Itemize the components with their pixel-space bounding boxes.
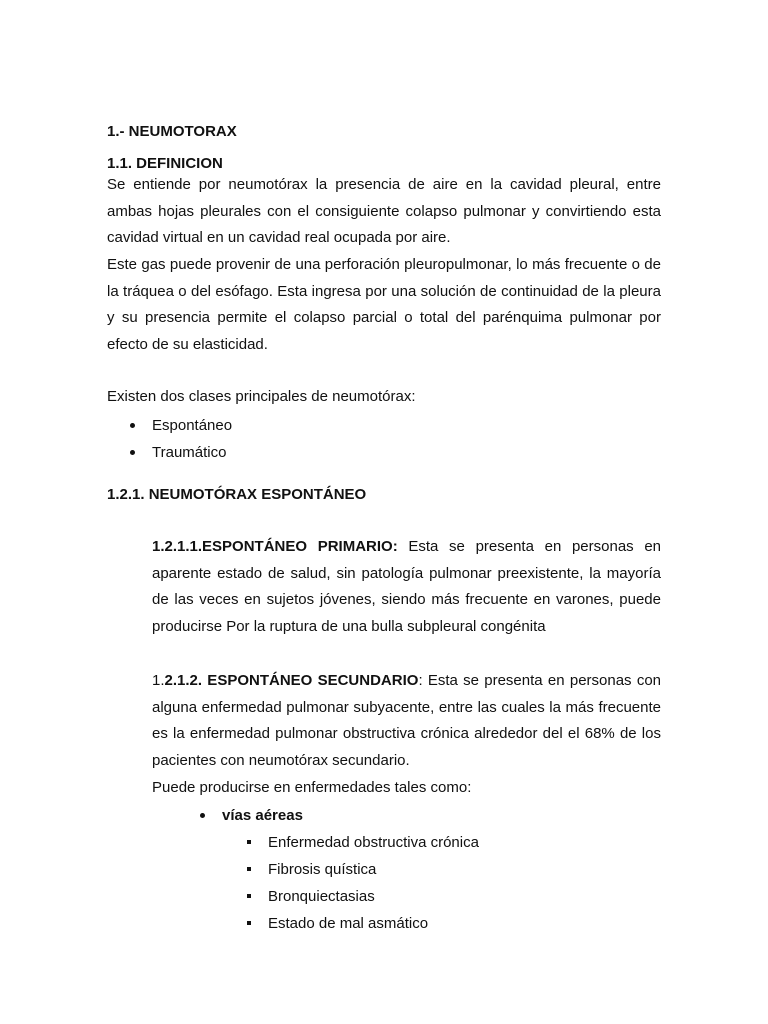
paragraph-espontaneo-secundario: 1.2.1.2. ESPONTÁNEO SECUNDARIO: Esta se presenta en personas con alguna enfermedad pulmonar subyacente, entre las cuales la más frecuente es la enfermedad pulmonar obstructiva crónica alrededor del el 68% de los pacientes con neumotórax secundario. — [152, 672, 662, 769]
paragraph-enfermedades-intro: Puede producirse en enfermedades tales como: — [152, 779, 472, 796]
airways-list — [222, 802, 303, 829]
section-heading-espontaneo: 1.2.1. NEUMOTÓRAX ESPONTÁNEO — [107, 486, 367, 503]
classes-list — [152, 412, 232, 466]
section-heading-definicion: 1.1. DEFINICION — [107, 155, 223, 172]
document-title: 1.- NEUMOTORAX — [107, 123, 237, 140]
bullet-icon — [130, 423, 135, 428]
list-item: Fibrosis quística — [268, 856, 479, 883]
bullet-icon — [130, 450, 135, 455]
bullet-icon — [200, 813, 205, 818]
list-item: Estado de mal asmático — [268, 910, 479, 937]
airways-diseases-list — [268, 829, 479, 937]
paragraph-definicion-1: Se entiende por neumotórax la presencia de aire en la cavidad pleural, entre ambas hojas pleurales con el consiguiente colapso pulmonar y convirtiendo esta cavidad virtual en un cavidad real ocupada por aire. — [107, 176, 661, 246]
list-item: Bronquiectasias — [268, 883, 479, 910]
subsection-label-primario: 1.2.1.1.ESPONTÁNEO PRIMARIO: — [152, 538, 398, 555]
square-bullet-icon — [247, 840, 251, 844]
list-item: Espontáneo — [152, 412, 232, 439]
list-item-airways: vías aéreas — [222, 802, 303, 829]
paragraph-espontaneo-primario: 1.2.1.1.ESPONTÁNEO PRIMARIO: Esta se presenta en personas en aparente estado de salud, sin patología pulmonar preexistente, la mayoría de las veces en sujetos jóvenes, siendo más frecuente en varones, puede producirse Por la ruptura de una bulla subpleural congénita — [152, 538, 662, 635]
paragraph-classes-intro: Existen dos clases principales de neumotórax: — [107, 388, 416, 405]
list-item: Traumático — [152, 439, 232, 466]
subsection-label-secundario: 2.1.2. ESPONTÁNEO SECUNDARIO — [164, 672, 419, 689]
paragraph-definicion-2: Este gas puede provenir de una perforación pleuropulmonar, lo más frecuente o de la tráquea o del esófago. Esta ingresa por una solución de continuidad de la pleura y su presencia permite el colapso parcial o total del parénquima pulmonar por efecto de su elasticidad. — [107, 256, 661, 353]
square-bullet-icon — [247, 867, 251, 871]
square-bullet-icon — [247, 921, 251, 925]
square-bullet-icon — [247, 894, 251, 898]
list-item: Enfermedad obstructiva crónica — [268, 829, 479, 856]
